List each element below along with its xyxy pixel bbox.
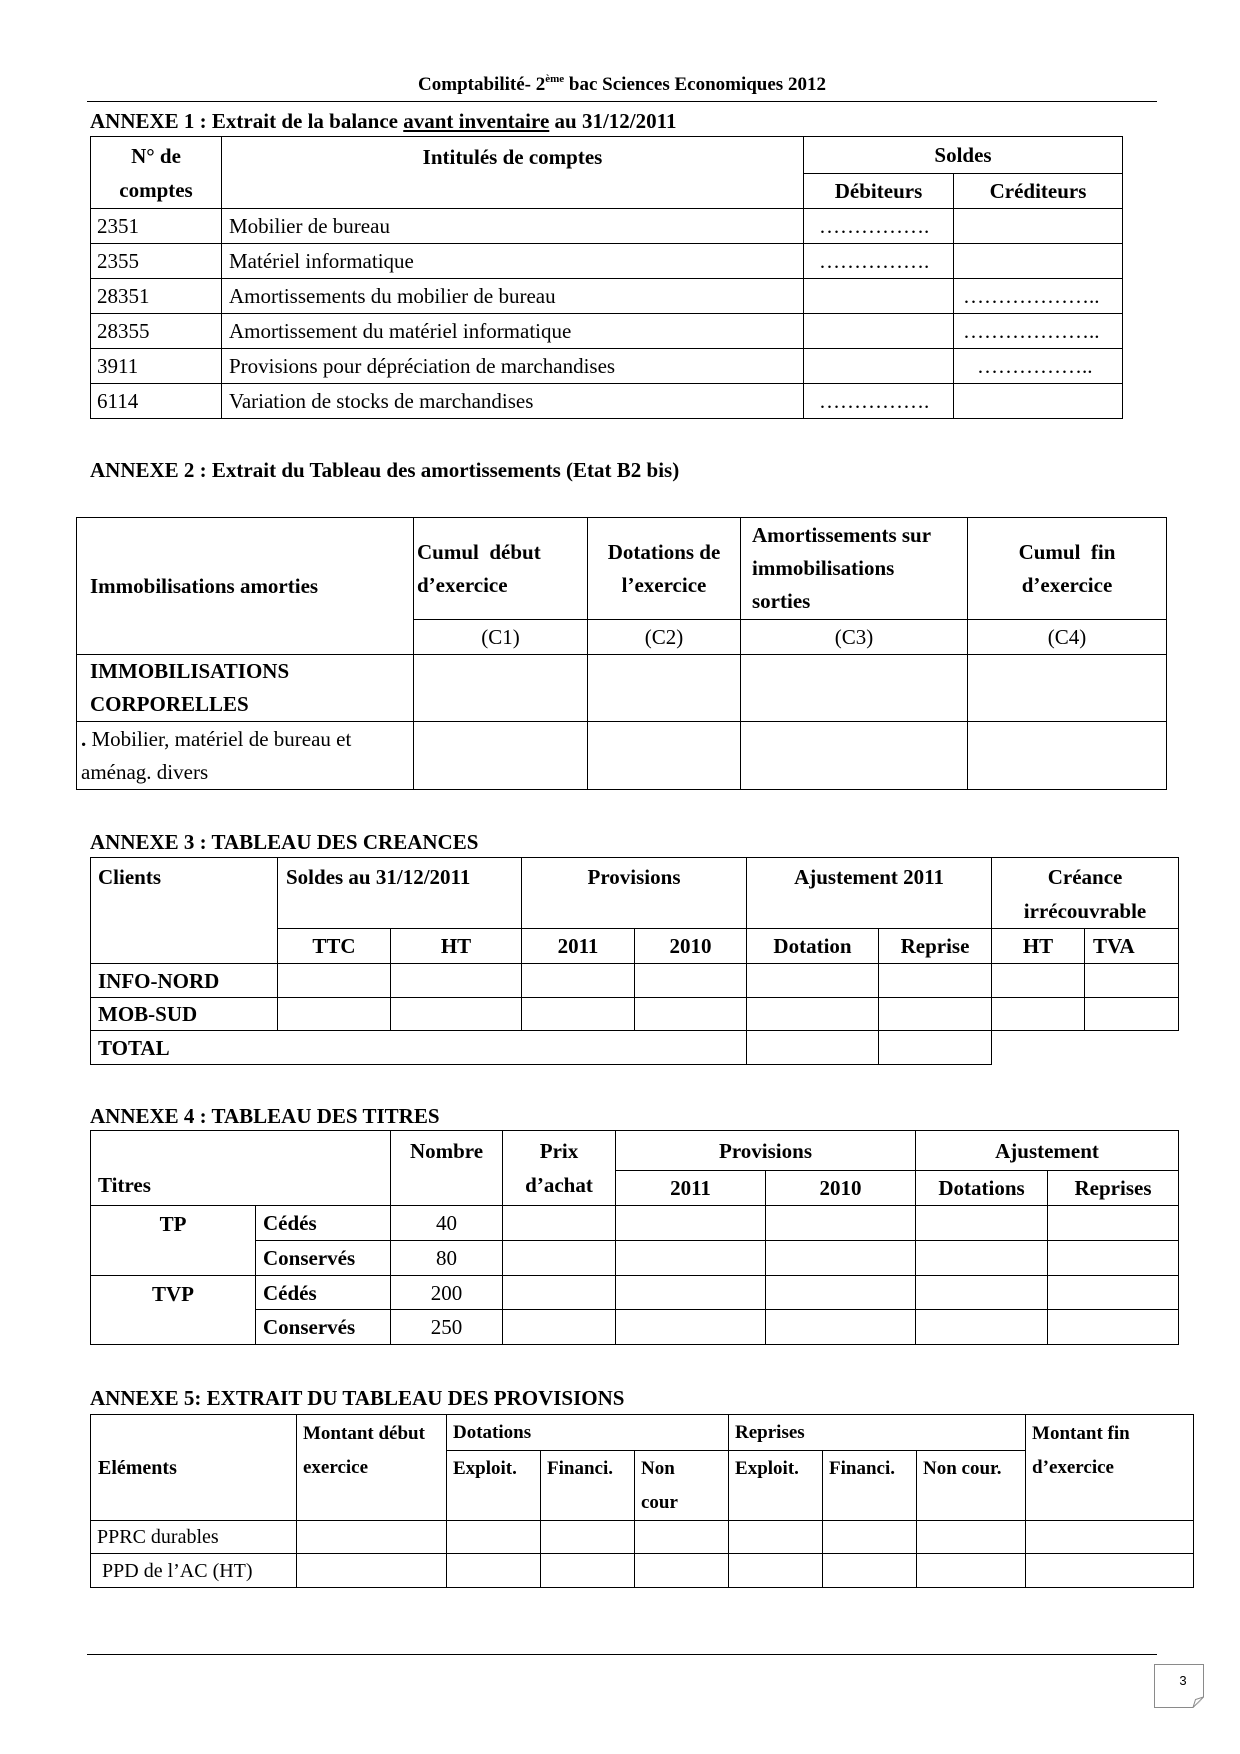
empty-cell <box>823 1521 917 1554</box>
empty-cell <box>1026 1521 1194 1554</box>
header-montant-debut-line1: Montant début <box>303 1423 425 1444</box>
empty-cell <box>414 655 588 722</box>
code-c1: (C1) <box>414 620 588 655</box>
row-item-line1 <box>81 723 406 756</box>
row-group-label <box>77 655 414 722</box>
header-reprises: Reprises <box>729 1415 1026 1451</box>
header-account-number <box>91 137 222 209</box>
header-clients: Clients <box>91 858 278 964</box>
account-label: Provisions pour dépréciation de marchandises <box>222 349 804 384</box>
header-dotations <box>588 518 741 620</box>
header-titres: Titres <box>91 1131 391 1206</box>
subheader-tva: TVA <box>1085 929 1179 964</box>
empty-cell <box>278 998 391 1031</box>
empty-cell <box>916 1206 1048 1241</box>
header-amortissements-line1: Amortissements sur <box>752 523 932 547</box>
account-label: Mobilier de bureau <box>222 209 804 244</box>
table-row <box>91 279 1123 314</box>
client-name: INFO-NORD <box>91 964 278 998</box>
subheader-2010: 2010 <box>766 1171 916 1206</box>
table-row <box>91 314 1123 349</box>
empty-cell <box>616 1276 766 1310</box>
empty-cell <box>541 1554 635 1588</box>
header-provisions: Provisions <box>522 858 747 929</box>
header-account-number-line1: N° de <box>131 143 181 168</box>
debit-value: ……………. <box>804 384 954 419</box>
header-dotations-line1: Dotations de <box>607 539 721 564</box>
header-creance-line2: irrécouvrable <box>1023 899 1147 923</box>
subheader-reprises-noncour: Non cour. <box>917 1451 1026 1521</box>
empty-cell <box>747 1031 879 1065</box>
subheader-dotations-noncour <box>635 1451 729 1521</box>
empty-cell <box>804 314 954 349</box>
table-row <box>91 209 1123 244</box>
header-creance <box>992 858 1179 929</box>
header-prix-line1: Prix <box>539 1139 579 1163</box>
account-label: Amortissement du matériel informatique <box>222 314 804 349</box>
empty-cell <box>522 998 635 1031</box>
header-cumul-debut-line2: d’exercice <box>417 572 508 597</box>
header-montant-fin <box>1026 1415 1194 1521</box>
empty-cell <box>741 722 968 790</box>
total-label: TOTAL <box>91 1031 747 1065</box>
blank-space <box>1085 1031 1179 1065</box>
annexe3-title: ANNEXE 3 : TABLEAU DES CREANCES <box>90 830 479 854</box>
empty-cell <box>729 1521 823 1554</box>
subheader-noncour-line1: Non <box>641 1458 675 1479</box>
element-name: PPD de l’AC (HT) <box>91 1554 297 1588</box>
empty-cell <box>391 964 522 998</box>
titre-status: Cédés <box>256 1206 391 1241</box>
empty-cell <box>766 1241 916 1276</box>
page-number: 3 <box>1179 1673 1187 1688</box>
table-row <box>91 1276 1179 1310</box>
subheader-ht: HT <box>391 929 522 964</box>
titre-status: Cédés <box>256 1276 391 1310</box>
account-number: 6114 <box>91 384 222 419</box>
subheader-2010: 2010 <box>635 929 747 964</box>
empty-cell <box>297 1554 447 1588</box>
header-montant-debut-line2: exercice <box>303 1457 369 1478</box>
table-row <box>77 655 1167 722</box>
header-provisions: Provisions <box>616 1131 916 1171</box>
annexe1-title <box>90 109 676 133</box>
debit-value: ……………. <box>804 244 954 279</box>
empty-cell <box>414 722 588 790</box>
empty-cell <box>804 279 954 314</box>
header-cumul-debut-line1: Cumul début <box>417 539 541 564</box>
empty-cell <box>917 1554 1026 1588</box>
subheader-ht: HT <box>992 929 1085 964</box>
annexe1-title-after: au 31/12/2011 <box>549 109 677 133</box>
header-title-after: bac Sciences Economiques 2012 <box>564 74 826 95</box>
empty-cell <box>503 1310 616 1345</box>
empty-cell <box>635 998 747 1031</box>
account-number: 3911 <box>91 349 222 384</box>
subheader-reprises-exploit: Exploit. <box>729 1451 823 1521</box>
account-label: Variation de stocks de marchandises <box>222 384 804 419</box>
annexe2-title: ANNEXE 2 : Extrait du Tableau des amortissements (Etat B2 bis) <box>90 458 680 482</box>
titre-nombre: 200 <box>391 1276 503 1310</box>
empty-cell <box>1085 998 1179 1031</box>
header-dotations: Dotations <box>447 1415 729 1451</box>
empty-cell <box>879 998 992 1031</box>
row-group-line1: IMMOBILISATIONS <box>90 659 290 683</box>
subheader-dotations-exploit: Exploit. <box>447 1451 541 1521</box>
empty-cell <box>766 1310 916 1345</box>
titre-group-name: TVP <box>91 1276 256 1345</box>
row-item-label <box>77 722 414 790</box>
annexe5-table <box>90 1414 1194 1588</box>
table-row <box>91 964 1179 998</box>
credit-value: …………….. <box>954 349 1123 384</box>
page-header-title <box>87 74 1157 96</box>
header-elements: Eléments <box>91 1415 297 1521</box>
subheader-dotations: Dotations <box>916 1171 1048 1206</box>
empty-cell <box>1085 964 1179 998</box>
credit-value: ……………….. <box>954 314 1123 349</box>
table-row <box>91 1521 1194 1554</box>
header-nombre: Nombre <box>391 1131 503 1206</box>
header-crediteurs: Créditeurs <box>954 174 1123 209</box>
account-number: 28355 <box>91 314 222 349</box>
client-name: MOB-SUD <box>91 998 278 1031</box>
annexe2-table <box>76 517 1167 790</box>
titre-status: Conservés <box>256 1310 391 1345</box>
subheader-ttc: TTC <box>278 929 391 964</box>
table-row <box>91 349 1123 384</box>
table-header-row <box>91 137 1123 174</box>
empty-cell <box>278 964 391 998</box>
empty-cell <box>447 1554 541 1588</box>
empty-cell <box>1026 1554 1194 1588</box>
titre-status: Conservés <box>256 1241 391 1276</box>
empty-cell <box>968 722 1167 790</box>
empty-cell <box>297 1521 447 1554</box>
empty-cell <box>992 964 1085 998</box>
subheader-dotation: Dotation <box>747 929 879 964</box>
titre-nombre: 80 <box>391 1241 503 1276</box>
empty-cell <box>503 1206 616 1241</box>
table-header-row <box>91 1415 1194 1451</box>
header-title-before: Comptabilité- 2 <box>418 74 546 95</box>
empty-cell <box>541 1521 635 1554</box>
table-row <box>91 384 1123 419</box>
header-prix-achat <box>503 1131 616 1206</box>
header-dotations-line2: l’exercice <box>621 572 707 597</box>
empty-cell <box>747 964 879 998</box>
header-title-sup: ème <box>545 73 565 85</box>
empty-cell <box>616 1241 766 1276</box>
row-item-line2: aménag. divers <box>81 759 209 784</box>
table-total-row <box>91 1031 1179 1065</box>
empty-cell <box>1048 1276 1179 1310</box>
account-label: Matériel informatique <box>222 244 804 279</box>
header-amortissements-line2: immobilisations <box>752 556 895 580</box>
empty-cell <box>879 964 992 998</box>
header-cumul-fin-line1: Cumul fin <box>1018 539 1116 564</box>
header-ajustement: Ajustement <box>916 1131 1179 1171</box>
empty-cell <box>729 1554 823 1588</box>
empty-cell <box>766 1276 916 1310</box>
header-ajustement: Ajustement 2011 <box>747 858 992 929</box>
footer-divider <box>87 1654 1157 1655</box>
empty-cell <box>741 655 968 722</box>
empty-cell <box>522 964 635 998</box>
empty-cell <box>916 1276 1048 1310</box>
empty-cell <box>1048 1241 1179 1276</box>
account-number: 28351 <box>91 279 222 314</box>
header-cumul-fin-line2: d’exercice <box>1021 572 1113 597</box>
row-group-line2: CORPORELLES <box>90 692 249 716</box>
blank-space <box>992 1031 1085 1065</box>
account-label: Amortissements du mobilier de bureau <box>222 279 804 314</box>
header-immobilisations-amorties: Immobilisations amorties <box>77 518 414 655</box>
annexe4-title: ANNEXE 4 : TABLEAU DES TITRES <box>90 1104 440 1128</box>
titre-nombre: 250 <box>391 1310 503 1345</box>
empty-cell <box>391 998 522 1031</box>
empty-cell <box>954 244 1123 279</box>
empty-cell <box>616 1310 766 1345</box>
annexe5-title: ANNEXE 5: EXTRAIT DU TABLEAU DES PROVISIONS <box>90 1386 625 1410</box>
empty-cell <box>804 349 954 384</box>
header-soldes: Soldes au 31/12/2011 <box>278 858 522 929</box>
table-row <box>91 244 1123 279</box>
row-item-bullet: . <box>81 726 87 751</box>
subheader-reprise: Reprise <box>879 929 992 964</box>
empty-cell <box>588 722 741 790</box>
header-account-title: Intitulés de comptes <box>222 137 804 209</box>
header-soldes: Soldes <box>804 137 1123 174</box>
table-header-row <box>77 518 1167 620</box>
empty-cell <box>747 998 879 1031</box>
empty-cell <box>616 1206 766 1241</box>
header-montant-fin-line1: Montant fin <box>1032 1423 1130 1444</box>
empty-cell <box>766 1206 916 1241</box>
empty-cell <box>1048 1310 1179 1345</box>
header-creance-line1: Créance <box>1047 865 1123 889</box>
header-amortissements-line3: sorties <box>752 589 811 613</box>
code-c2: (C2) <box>588 620 741 655</box>
empty-cell <box>635 1521 729 1554</box>
empty-cell <box>447 1521 541 1554</box>
annexe1-title-underlined: avant inventaire <box>403 109 550 133</box>
subheader-2011: 2011 <box>522 929 635 964</box>
empty-cell <box>917 1521 1026 1554</box>
empty-cell <box>954 384 1123 419</box>
table-row <box>91 1554 1194 1588</box>
empty-cell <box>916 1241 1048 1276</box>
header-debiteurs: Débiteurs <box>804 174 954 209</box>
annexe1-title-before: ANNEXE 1 : Extrait de la balance <box>90 109 404 133</box>
empty-cell <box>635 964 747 998</box>
annexe4-table <box>90 1130 1179 1345</box>
empty-cell <box>916 1310 1048 1345</box>
header-cumul-fin <box>968 518 1167 620</box>
empty-cell <box>503 1241 616 1276</box>
header-prix-line2: d’achat <box>525 1173 593 1197</box>
empty-cell <box>879 1031 992 1065</box>
empty-cell <box>968 655 1167 722</box>
subheader-dotations-financ: Financi. <box>541 1451 635 1521</box>
table-row <box>77 722 1167 790</box>
subheader-noncour-line2: cour <box>641 1492 678 1513</box>
table-row <box>91 1206 1179 1241</box>
table-row <box>91 998 1179 1031</box>
table-header-row <box>91 1131 1179 1171</box>
subheader-reprises-financ: Financi. <box>823 1451 917 1521</box>
empty-cell <box>503 1276 616 1310</box>
table-header-row <box>91 858 1179 929</box>
annexe1-table <box>90 136 1123 419</box>
debit-value: ……………. <box>804 209 954 244</box>
header-montant-debut <box>297 1415 447 1521</box>
header-amortissements-sorties <box>741 518 968 620</box>
header-cumul-debut <box>414 518 588 620</box>
row-item-text: Mobilier, matériel de bureau et <box>91 726 352 751</box>
empty-cell <box>1048 1206 1179 1241</box>
annexe3-table <box>90 857 1179 1065</box>
subheader-2011: 2011 <box>616 1171 766 1206</box>
account-number: 2351 <box>91 209 222 244</box>
empty-cell <box>635 1554 729 1588</box>
credit-value: ……………….. <box>954 279 1123 314</box>
header-montant-fin-line2: d’exercice <box>1032 1457 1114 1478</box>
code-c4: (C4) <box>968 620 1167 655</box>
empty-cell <box>588 655 741 722</box>
code-c3: (C3) <box>741 620 968 655</box>
subheader-reprises: Reprises <box>1048 1171 1179 1206</box>
titre-nombre: 40 <box>391 1206 503 1241</box>
element-name: PPRC durables <box>91 1521 297 1554</box>
empty-cell <box>992 998 1085 1031</box>
empty-cell <box>954 209 1123 244</box>
header-divider <box>87 101 1157 102</box>
titre-group-name: TP <box>91 1206 256 1276</box>
page-number-box <box>1154 1664 1204 1708</box>
account-number: 2355 <box>91 244 222 279</box>
header-account-number-line2: comptes <box>119 177 193 202</box>
empty-cell <box>823 1554 917 1588</box>
